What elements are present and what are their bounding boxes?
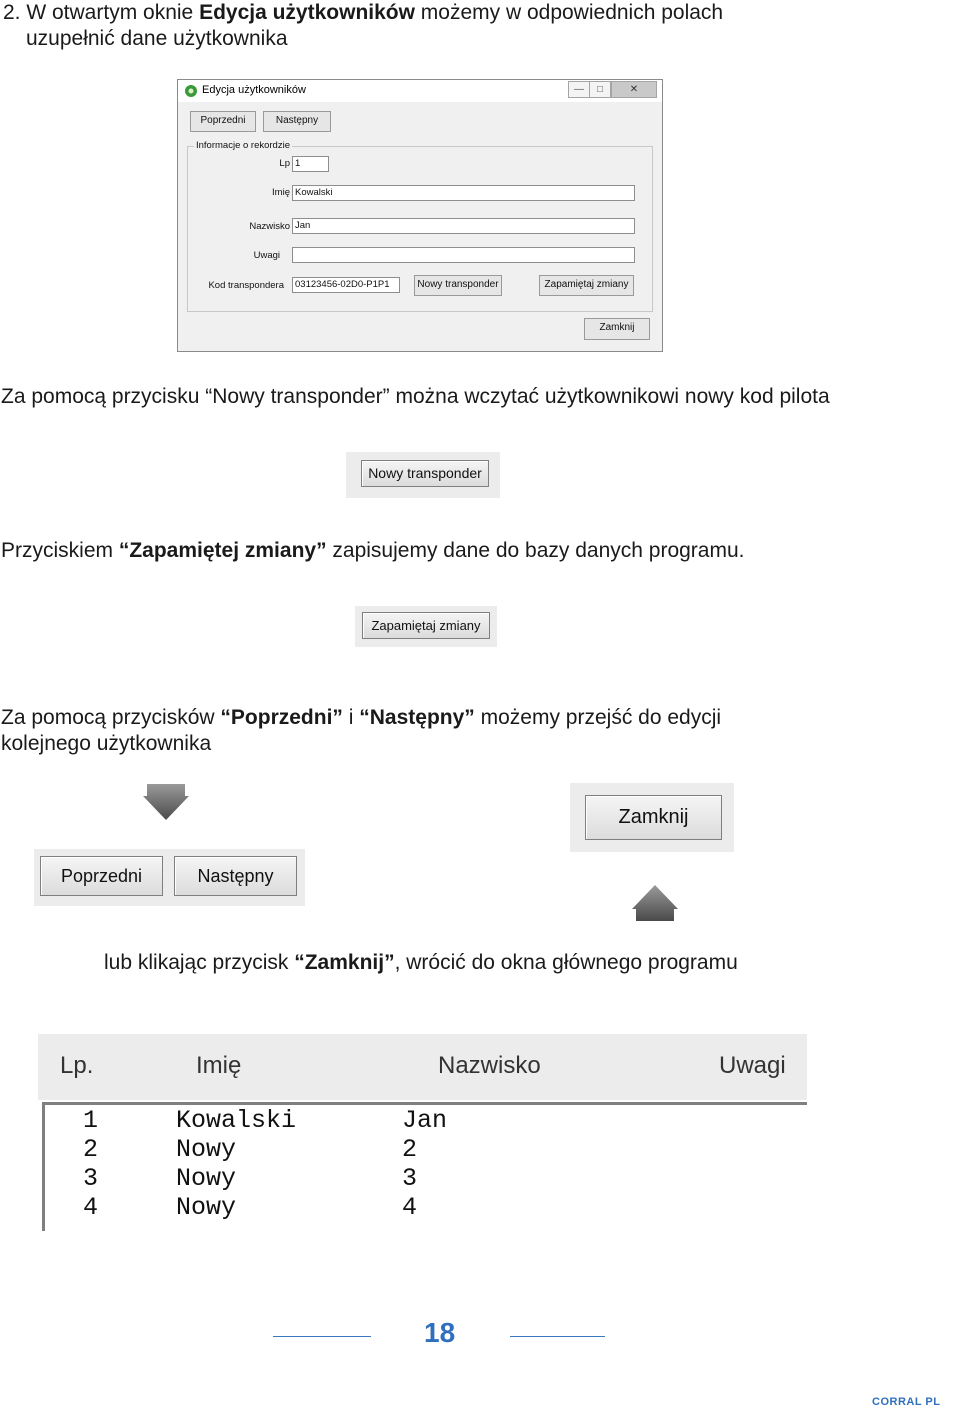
brand-logo-text: CORRAL PL [872, 1396, 941, 1408]
arrow-up-icon [632, 885, 678, 921]
minimize-button[interactable]: — [568, 81, 590, 98]
uwagi-label: Uwagi [253, 250, 280, 261]
intro-text-line2: uzupełnić dane użytkownika [26, 27, 288, 50]
cell-nazwisko: 2 [402, 1135, 418, 1164]
cell-imie: Kowalski [176, 1106, 297, 1135]
uwagi-field[interactable] [292, 247, 635, 263]
nazwisko-label: Nazwisko [249, 221, 290, 232]
close-text: lub klikając przycisk “Zamknij”, wrócić do okna głównego programu [104, 951, 738, 974]
page-number: 18 [424, 1317, 456, 1348]
footer-line-left [273, 1336, 371, 1337]
cell-lp: 3 [83, 1164, 99, 1193]
close-window-button[interactable]: ✕ [611, 81, 657, 98]
lp-field[interactable]: 1 [292, 156, 329, 172]
footer-line-right [510, 1336, 605, 1337]
kod-label: Kod transpondera [208, 280, 284, 291]
save-text: Przyciskiem “Zapamiętej zmiany” zapisujemy dane do bazy danych programu. [1, 539, 745, 562]
dialog-new-transponder-button[interactable]: Nowy transponder [414, 275, 502, 296]
dialog-titlebar [178, 80, 662, 102]
cell-lp: 4 [83, 1193, 99, 1222]
close-button-panel [570, 783, 734, 852]
dialog-next-button[interactable]: Następny [263, 111, 331, 132]
imie-label: Imię [272, 187, 290, 198]
nazwisko-field[interactable]: Jan [292, 218, 635, 234]
table-header [38, 1034, 807, 1100]
cell-imie: Nowy [176, 1164, 237, 1193]
cell-lp: 2 [83, 1135, 99, 1164]
new-transponder-text: Za pomocą przycisku “Nowy transponder” można wczytać użytkownikowi nowy kod pilota [1, 385, 830, 408]
table-body [42, 1102, 807, 1231]
nav-buttons-panel [34, 849, 305, 906]
navigation-text: Za pomocą przycisków “Poprzedni” i “Następny” możemy przejść do edycji [1, 706, 722, 729]
dialog-close-button[interactable]: Zamknij [584, 318, 650, 340]
save-panel [355, 606, 497, 647]
column-header-uwagi[interactable]: Uwagi [719, 1052, 786, 1079]
save-changes-button[interactable]: Zapamiętaj zmiany [362, 612, 490, 639]
dialog-title: Edycja użytkowników [202, 84, 306, 96]
column-header-imie[interactable]: Imię [196, 1052, 242, 1079]
users-table [38, 1034, 807, 1231]
kod-field[interactable]: 03123456-02D0-P1P1 [292, 277, 400, 293]
window-name: Edycja użytkowników [199, 1, 415, 24]
arrow-down-icon [143, 784, 189, 820]
cell-lp: 1 [83, 1106, 99, 1135]
next-button[interactable]: Następny [174, 856, 297, 896]
new-transponder-panel [346, 452, 500, 498]
dialog-save-button[interactable]: Zapamiętaj zmiany [539, 275, 634, 296]
cell-nazwisko: Jan [402, 1106, 448, 1135]
lp-label: Lp [279, 158, 290, 169]
column-header-nazwisko[interactable]: Nazwisko [438, 1052, 541, 1079]
record-info-group [187, 140, 653, 312]
navigation-text-line2: kolejnego użytkownika [1, 732, 212, 755]
app-icon [184, 84, 198, 98]
user-edit-dialog [177, 79, 663, 352]
group-label: Informacje o rekordzie [196, 140, 290, 151]
intro-text: 2. W otwartym oknie Edycja użytkowników możemy w odpowiednich polach [3, 1, 724, 24]
maximize-button[interactable]: □ [589, 81, 611, 98]
cell-nazwisko: 4 [402, 1193, 418, 1222]
column-header-lp[interactable]: Lp. [60, 1052, 94, 1079]
close-button[interactable]: Zamknij [585, 795, 722, 840]
new-transponder-button[interactable]: Nowy transponder [361, 460, 489, 487]
cell-imie: Nowy [176, 1193, 237, 1222]
prev-button[interactable]: Poprzedni [40, 856, 163, 896]
cell-imie: Nowy [176, 1135, 237, 1164]
dialog-prev-button[interactable]: Poprzedni [190, 111, 256, 132]
cell-nazwisko: 3 [402, 1164, 418, 1193]
imie-field[interactable]: Kowalski [292, 185, 635, 201]
